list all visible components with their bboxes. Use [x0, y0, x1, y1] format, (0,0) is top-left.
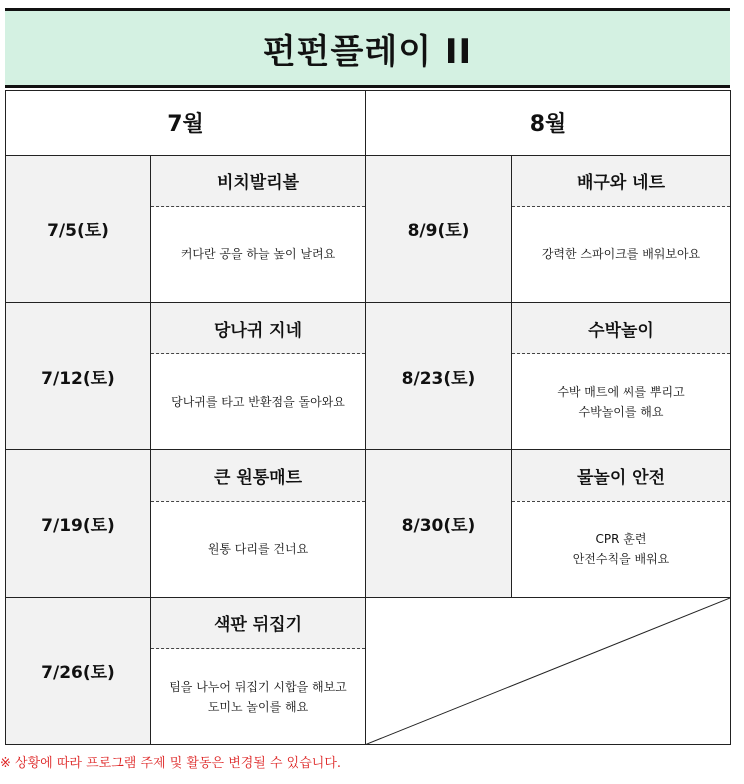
month-header-august: 8월 [366, 91, 731, 156]
date-cell: 8/30(토) [366, 450, 512, 597]
activity-description: 당나귀를 타고 반환점을 돌아와요 [151, 354, 366, 450]
date-cell: 7/12(토) [6, 302, 151, 449]
date-cell: 7/5(토) [6, 155, 151, 302]
activity-description: 강력한 스파이크를 배워보아요 [512, 207, 731, 303]
activity-title: 색판 뒤집기 [151, 597, 366, 648]
activity-title: 비치발리볼 [151, 155, 366, 206]
activity-description: 커다란 공을 하늘 높이 날려요 [151, 207, 366, 303]
activity-title: 수박놀이 [512, 302, 731, 353]
empty-diagonal-cell [366, 597, 731, 744]
footnote: ※ 상황에 따라 프로그램 주제 및 활동은 변경될 수 있습니다. [0, 756, 342, 771]
activity-title: 배구와 네트 [512, 155, 731, 206]
diagonal-line [366, 598, 730, 744]
activity-title: 큰 원통매트 [151, 450, 366, 501]
activity-description: 수박 매트에 씨를 뿌리고 수박놀이를 해요 [512, 354, 731, 450]
date-cell: 8/9(토) [366, 155, 512, 302]
activity-description: 원통 다리를 건너요 [151, 501, 366, 597]
date-cell: 7/26(토) [6, 597, 151, 744]
page-title: 펀펀플레이 II [5, 8, 730, 88]
month-header-july: 7월 [6, 91, 366, 156]
activity-description: 팀을 나누어 뒤집기 시합을 해보고 도미노 놀이를 해요 [151, 649, 366, 745]
activity-title: 당나귀 지네 [151, 302, 366, 353]
activity-description: CPR 훈련 안전수칙을 배워요 [512, 501, 731, 597]
schedule-table [5, 90, 731, 745]
date-cell: 7/19(토) [6, 450, 151, 597]
activity-title: 물놀이 안전 [512, 450, 731, 501]
date-cell: 8/23(토) [366, 302, 512, 449]
